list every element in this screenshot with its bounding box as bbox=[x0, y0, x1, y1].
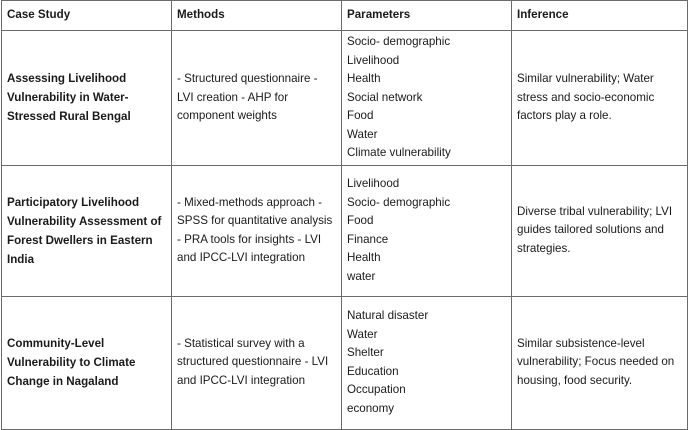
case-study-table bbox=[1, 0, 688, 430]
inference-cell: Similar subsistence-level vulnerability; Focus needed on housing, food security. bbox=[512, 296, 688, 429]
parameter-item: Socio- demographic bbox=[347, 195, 451, 209]
parameter-item: economy bbox=[347, 401, 395, 415]
methods-cell: - Mixed-methods approach - SPSS for quantitative analysis - PRA tools for insights - LVI and IPCC-LVI integration bbox=[172, 165, 342, 296]
parameter-item: Livelihood bbox=[347, 177, 400, 190]
header-row bbox=[2, 1, 688, 31]
parameter-item: Natural disaster bbox=[347, 309, 429, 322]
parameter-item: Food bbox=[347, 109, 374, 122]
header-parameters: Parameters bbox=[342, 1, 512, 31]
inference-cell: Diverse tribal vulnerability; LVI guides tailored solutions and strategies. bbox=[512, 165, 688, 296]
parameter-item: Finance bbox=[347, 232, 389, 246]
table-row bbox=[2, 31, 688, 166]
table-row bbox=[2, 165, 688, 296]
inference-cell: Similar vulnerability; Water stress and socio-economic factors play a role. bbox=[512, 31, 688, 166]
parameter-item: Health bbox=[347, 72, 381, 85]
parameter-item: Food bbox=[347, 214, 374, 227]
parameter-item: Water bbox=[347, 127, 378, 141]
parameter-item: Occupation bbox=[347, 383, 406, 396]
parameters-cell bbox=[342, 296, 512, 429]
parameter-item: Socio- demographic bbox=[347, 35, 451, 48]
parameter-item: Livelihood bbox=[347, 53, 400, 67]
case-study-cell: Participatory Livelihood Vulnerability Assessment of Forest Dwellers in Eastern India bbox=[2, 165, 172, 296]
parameter-item: Social network bbox=[347, 90, 423, 104]
header-inference: Inference bbox=[512, 1, 688, 31]
parameter-item: Education bbox=[347, 364, 399, 378]
parameter-item: Water bbox=[347, 327, 378, 341]
methods-cell: - Statistical survey with a structured questionnaire - LVI and IPCC-LVI integration bbox=[172, 296, 342, 429]
parameter-item: Climate vulnerability bbox=[347, 146, 451, 159]
parameter-item: water bbox=[347, 269, 376, 283]
methods-cell: - Structured questionnaire - LVI creation - AHP for component weights bbox=[172, 31, 342, 166]
parameters-cell bbox=[342, 31, 512, 166]
case-study-cell: Community-Level Vulnerability to Climate Change in Nagaland bbox=[2, 296, 172, 429]
parameter-item: Shelter bbox=[347, 346, 384, 359]
case-study-cell: Assessing Livelihood Vulnerability in Water-Stressed Rural Bengal bbox=[2, 31, 172, 166]
parameter-item: Health bbox=[347, 251, 381, 264]
header-methods: Methods bbox=[172, 1, 342, 31]
table-row bbox=[2, 296, 688, 429]
header-case-study: Case Study bbox=[2, 1, 172, 31]
parameters-cell bbox=[342, 165, 512, 296]
